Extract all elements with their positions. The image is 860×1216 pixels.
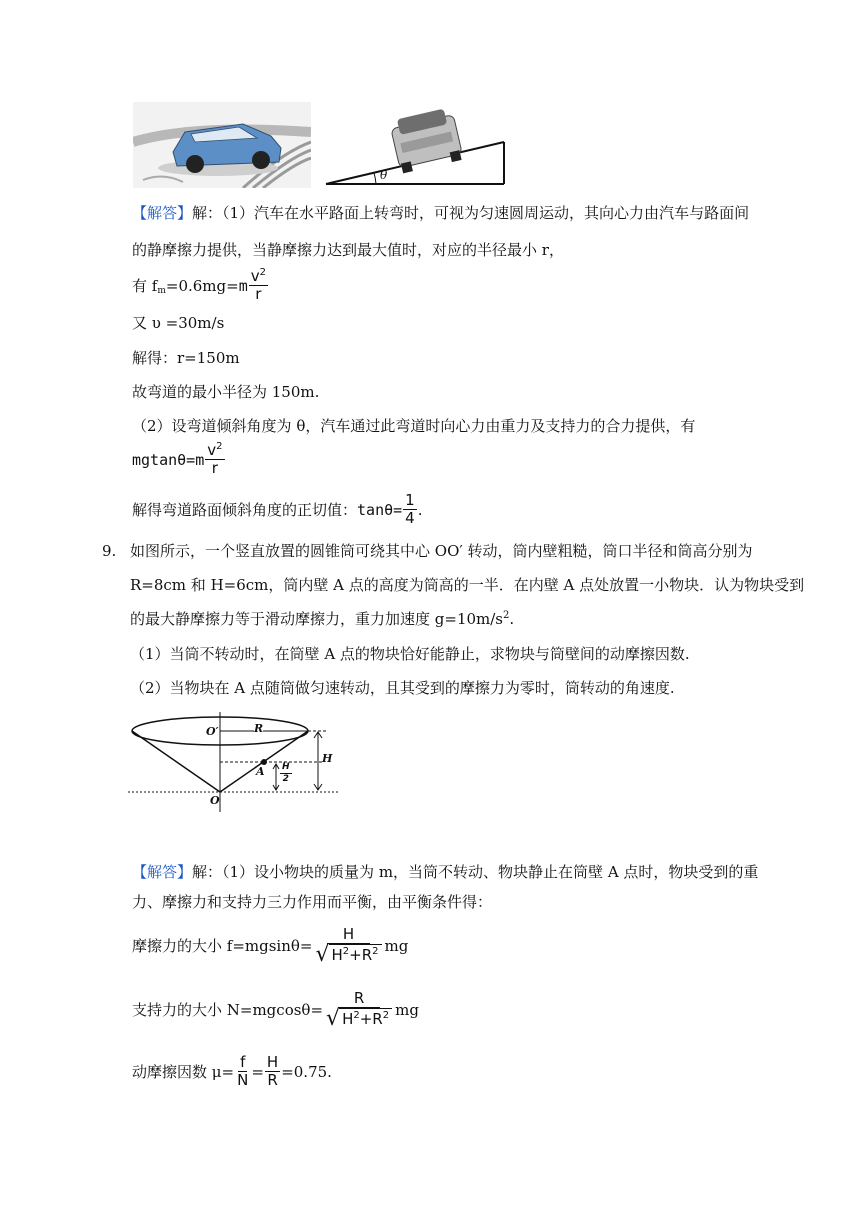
answer-9-normal-equation: 支持力的大小 N=mgcosθ= R √ $H^2+R^2$ mg <box>132 989 419 1031</box>
label-o-prime: O′ <box>206 725 219 738</box>
question-9-line-1: 如图所示，一个竖直放置的圆锥筒可绕其中心 OO′ 转动，筒内壁粗糙，筒口半径和筒高分别为 <box>130 542 753 560</box>
answer-8-line-6: 故弯道的最小半径为 150m. <box>132 383 320 401</box>
label-a: A <box>256 765 265 778</box>
banked-road-illustration <box>324 108 508 188</box>
answer-8-line-9: 解得弯道路面倾斜角度的正切值： tanθ= $\frac{1}{4}$ . <box>132 491 423 527</box>
answer-8-line-4: 又 υ =30m/s <box>132 314 225 332</box>
question-9-line-2: R=8cm 和 H=6cm，筒内壁 A 点的高度为筒高的一半．在内壁 A 点处放置一小物块．认为物块受到 <box>130 576 805 594</box>
label-o: O <box>210 794 220 807</box>
answer-9-line-2: 力、摩擦力和支持力三力作用而平衡，由平衡条件得： <box>132 893 493 911</box>
answer-9-line-1: 【解答】解：（1）设小物块的质量为 m，当筒不转动、物块静止在筒壁 A 点时，物块受到的重 <box>132 863 759 881</box>
question-9-number: 9. <box>102 542 117 560</box>
answer-9-mu-equation: 动摩擦因数 μ= $\frac{f}{N}$ = $\frac{H}{R}$ =0.75. <box>132 1053 332 1089</box>
answer-9-friction-equation: 摩擦力的大小 f=mgsinθ= H √ $H^2+R^2$ mg <box>132 925 409 967</box>
answer-8-equation-1: 有 f m =0.6mg= m $\frac{v^2}{r}$ <box>132 267 266 303</box>
answer-tag: 【解答】 <box>132 204 193 222</box>
fraction-h-over-sqrt: H √ $H^2+R^2$ <box>313 926 383 966</box>
label-h-over-2: $\frac{H}{2}$ <box>282 762 290 784</box>
question-9-part-2: （2）当物块在 A 点随筒做匀速转动，且其受到的摩擦力为零时，筒转动的角速度. <box>130 679 675 697</box>
fraction-v2-over-r-2: $\frac{v^2}{r}$ <box>207 441 223 477</box>
answer-8-line-5: 解得：r=150m <box>132 349 240 367</box>
answer-8-line-7: （2）设弯道倾斜角度为 θ，汽车通过此弯道时向心力由重力及支持力的合力提供，有 <box>132 417 696 435</box>
answer-8-line-2: 的静摩擦力提供，当静摩擦力达到最大值时，对应的半径最小 r， <box>132 241 564 259</box>
theta-label: θ <box>380 168 388 182</box>
fraction-h-over-r: $\frac{H}{R}$ <box>266 1053 279 1089</box>
fraction-f-over-n: $\frac{f}{N}$ <box>237 1053 249 1089</box>
cone-diagram <box>128 710 342 836</box>
question-9-part-1: （1）当筒不转动时，在筒壁 A 点的物块恰好能静止，求物块与筒壁间的动摩擦因数. <box>130 645 690 663</box>
question-9-line-3: 的最大静摩擦力等于滑动摩擦力，重力加速度 $g=10m/s^2$. <box>130 610 515 628</box>
fraction-one-quarter: $\frac{1}{4}$ <box>405 491 415 527</box>
fraction-v2-over-r: $\frac{v^2}{r}$ <box>250 267 266 303</box>
car-turning-illustration <box>133 102 311 188</box>
label-r: R <box>254 722 264 735</box>
label-h: H <box>322 752 333 765</box>
answer-tag-2: 【解答】 <box>132 863 193 881</box>
fraction-r-over-sqrt: R √ $H^2+R^2$ <box>324 990 394 1030</box>
answer-8-line-1: 【解答】解：（1）汽车在水平路面上转弯时，可视为匀速圆周运动，其向心力由汽车与路面间 <box>132 204 750 222</box>
answer-8-equation-2: mgtanθ= m $\frac{v^2}{r}$ <box>132 441 223 477</box>
